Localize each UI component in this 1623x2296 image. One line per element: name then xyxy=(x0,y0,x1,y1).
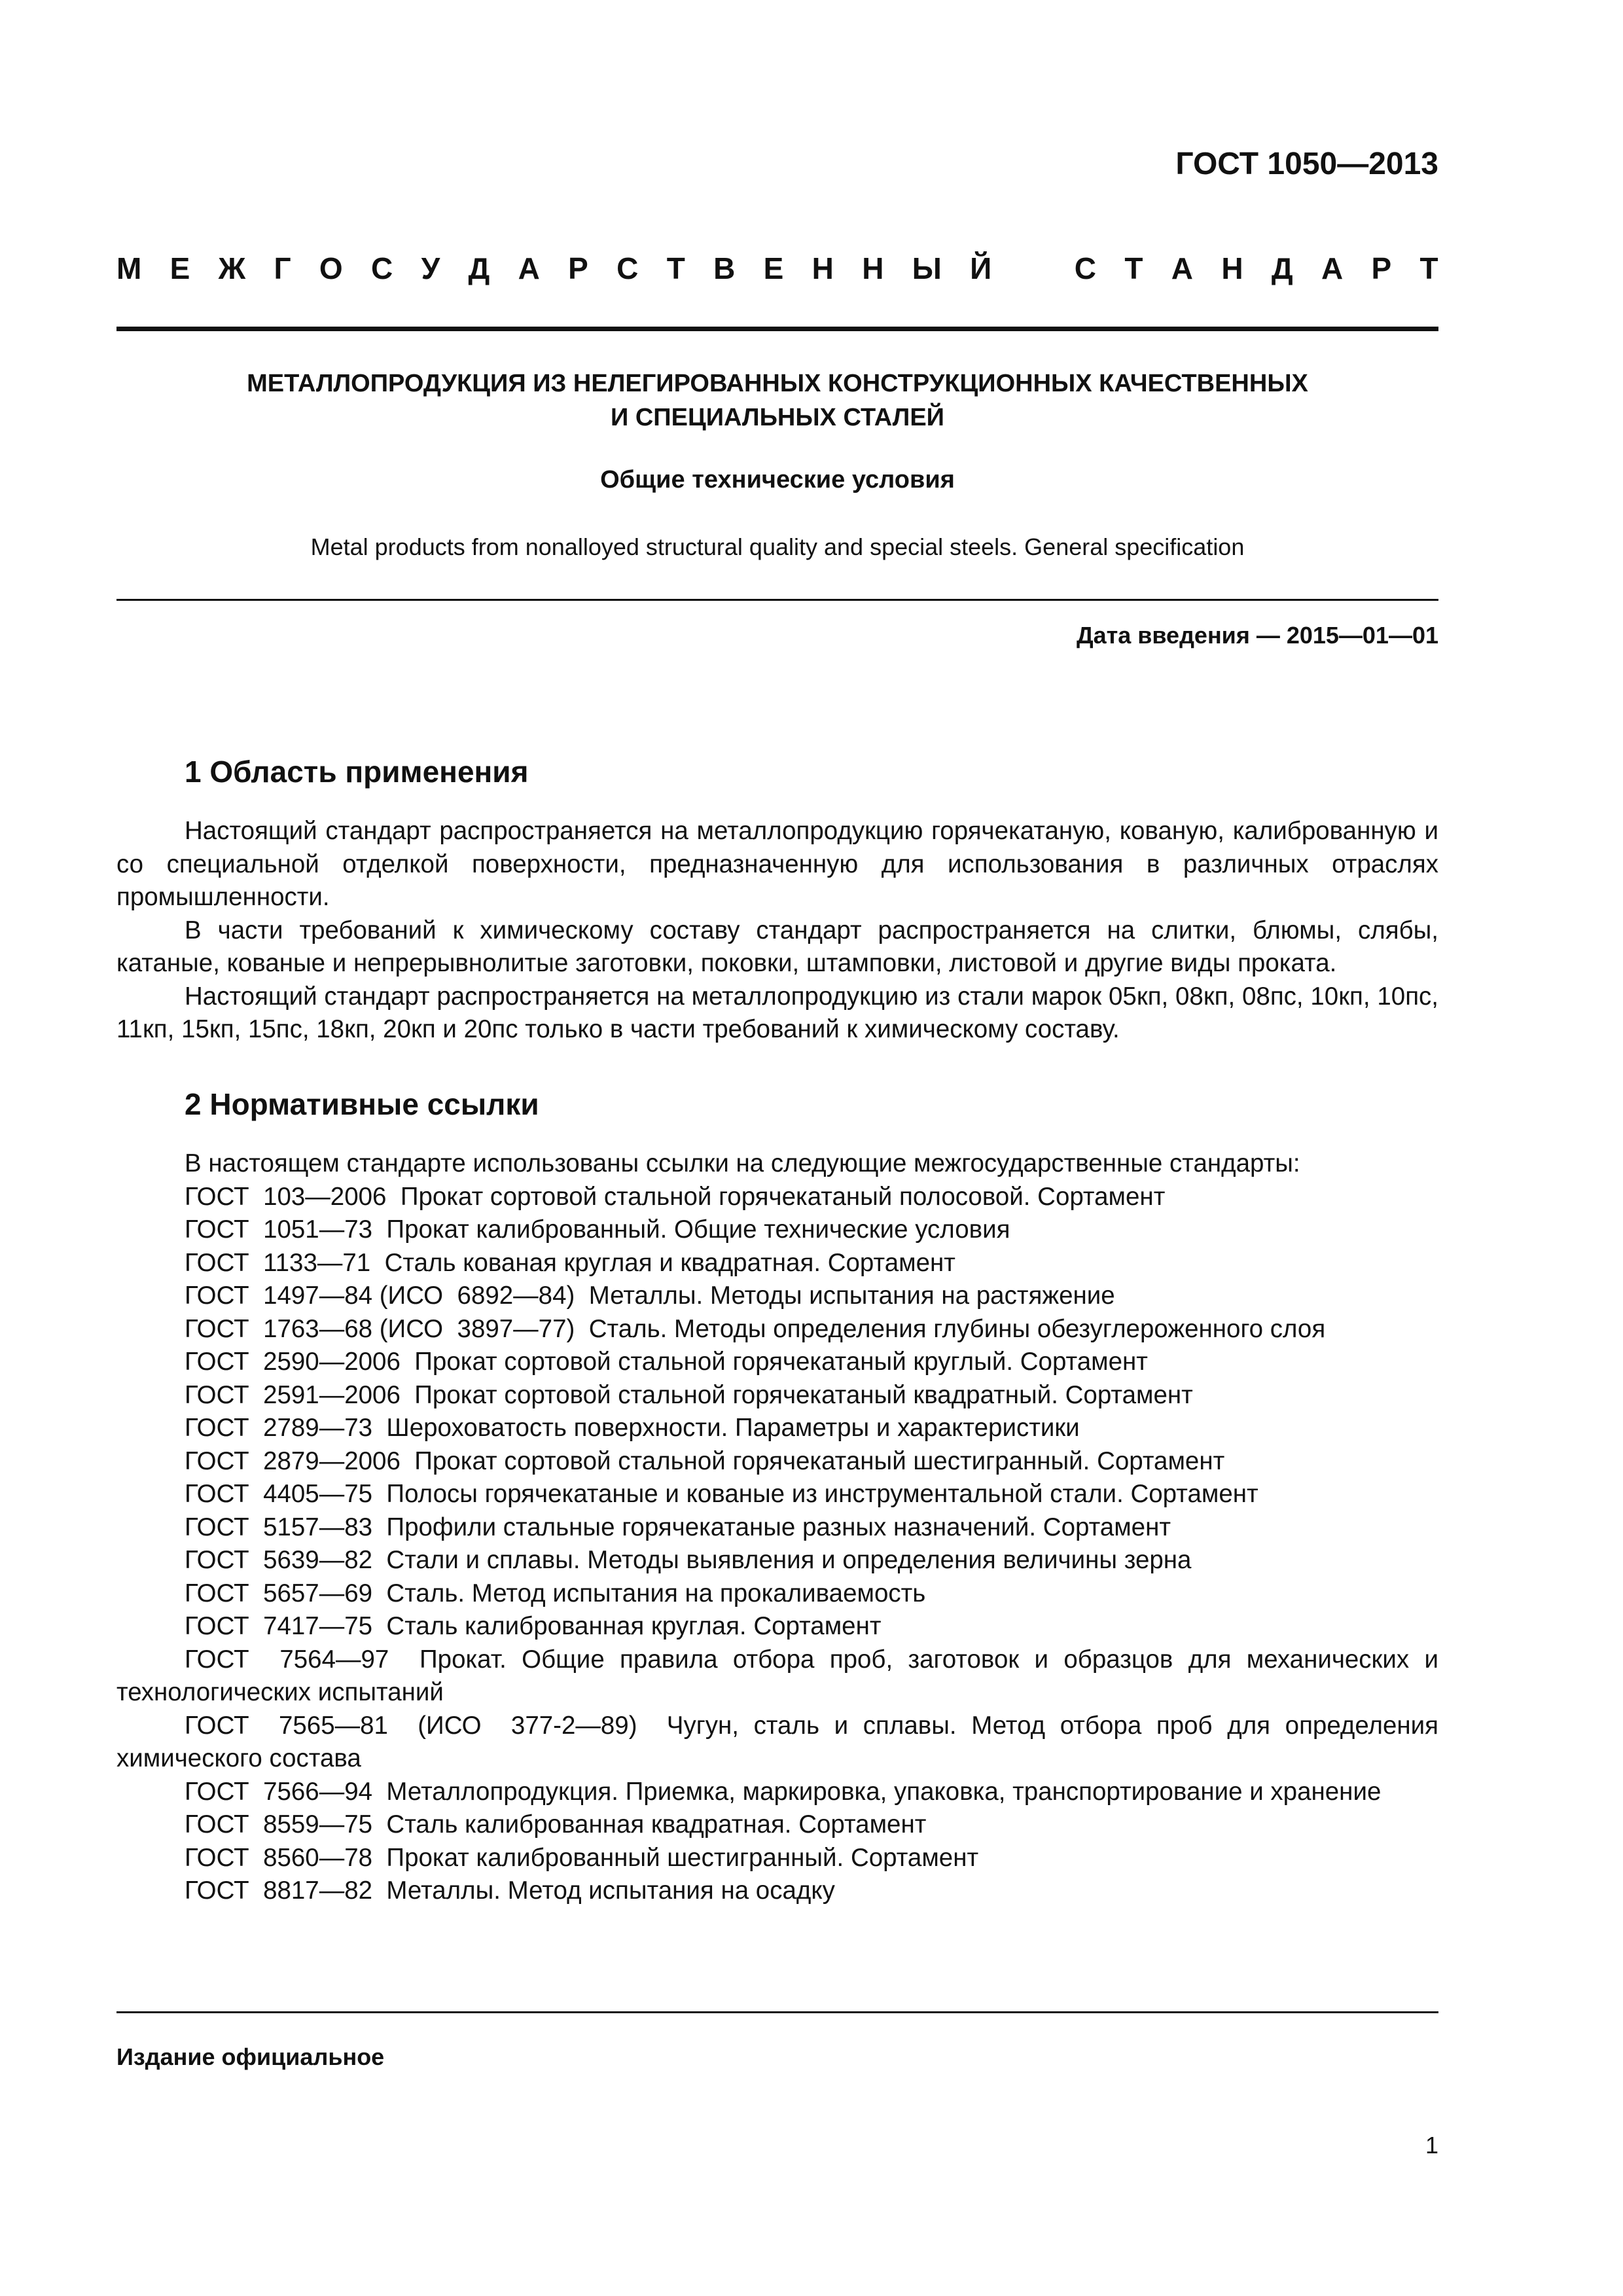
banner-letter: А xyxy=(518,251,540,285)
banner-letter: Н xyxy=(812,251,834,285)
reference-item: ГОСТ 7417—75 Сталь калиброванная круглая. Сортамент xyxy=(185,1612,882,1640)
banner-letter: С xyxy=(1074,251,1097,285)
banner-letter: Д xyxy=(468,251,490,285)
title-divider xyxy=(116,599,1438,601)
section-1-body xyxy=(116,815,1438,1047)
reference-item: ГОСТ 7565—81 (ИСО 377-2—89) Чугун, сталь и сплавы. Метод отбора проб для определения химического состава xyxy=(116,1711,1446,1772)
section-2-body xyxy=(116,1147,1446,1908)
reference-item: ГОСТ 5639—82 Стали и сплавы. Методы выявления и определения величины зерна xyxy=(185,1546,1192,1574)
footer-divider xyxy=(116,2011,1438,2013)
banner-letter: Е xyxy=(763,251,784,285)
reference-item: ГОСТ 2591—2006 Прокат сортовой стальной горячекатаный квадратный. Сортамент xyxy=(185,1380,1193,1409)
banner-letter: Ы xyxy=(912,251,942,285)
page-number: 1 xyxy=(1425,2132,1438,2159)
reference-item: ГОСТ 4405—75 Полосы горячекатаные и кованые из инструментальной стали. Сортамент xyxy=(185,1480,1258,1508)
header-divider-thick xyxy=(116,327,1438,331)
reference-item: ГОСТ 8560—78 Прокат калиброванный шестигранный. Сортамент xyxy=(185,1843,979,1872)
reference-item: ГОСТ 5157—83 Профили стальные горячекатаные разных назначений. Сортамент xyxy=(185,1513,1171,1541)
banner-letter: Г xyxy=(274,251,291,285)
banner-letter: У xyxy=(421,251,440,285)
title-line-1: МЕТАЛЛОПРОДУКЦИЯ ИЗ НЕЛЕГИРОВАННЫХ КОНСТРУКЦИОННЫХ КАЧЕСТВЕННЫХ xyxy=(247,370,1308,397)
introduction-date: Дата введения — 2015—01—01 xyxy=(1076,622,1438,649)
section-1-paragraph: В части требований к химическому составу стандарт распространяется на слитки, блюмы, слябы, катаные, кованые и непрерывнолитые заготовки, поковки, штамповки, листовой и другие виды проката. xyxy=(116,916,1438,977)
banner-letter: С xyxy=(616,251,639,285)
reference-item: ГОСТ 2879—2006 Прокат сортовой стальной горячекатаный шестигранный. Сортамент xyxy=(185,1446,1225,1475)
banner-letter: Ж xyxy=(218,251,246,285)
reference-item: ГОСТ 1763—68 (ИСО 3897—77) Сталь. Методы определения глубины обезуглероженного слоя xyxy=(185,1314,1326,1343)
reference-item: ГОСТ 5657—69 Сталь. Метод испытания на прокаливаемость xyxy=(185,1579,926,1607)
title-line-2: И СПЕЦИАЛЬНЫХ СТАЛЕЙ xyxy=(610,404,944,431)
banner-letter: Н xyxy=(1221,251,1243,285)
interstate-standard-banner xyxy=(116,249,1438,288)
banner-letter: Н xyxy=(862,251,884,285)
reference-item: ГОСТ 1497—84 (ИСО 6892—84) Металлы. Методы испытания на растяжение xyxy=(185,1282,1115,1310)
reference-item: ГОСТ 2590—2006 Прокат сортовой стальной горячекатаный круглый. Сортамент xyxy=(185,1348,1148,1376)
banner-letter: С xyxy=(371,251,393,285)
banner-letter: В xyxy=(713,251,736,285)
banner-letter: Т xyxy=(1124,251,1143,285)
document-title xyxy=(116,367,1438,435)
banner-letter: Р xyxy=(568,251,588,285)
official-edition-label: Издание официальное xyxy=(116,2043,385,2070)
section-1-paragraph: Настоящий стандарт распространяется на металлопродукцию горячекатаную, кованую, калиброванную и со специальной отделкой поверхности, предназначенную для использования в различных отраслях промышленности. xyxy=(116,817,1438,911)
reference-item: ГОСТ 7564—97 Прокат. Общие правила отбора проб, заготовок и образцов для механических и технологических испытаний xyxy=(116,1645,1446,1706)
banner-letter: Р xyxy=(1371,251,1392,285)
banner-letter: Й xyxy=(970,251,992,285)
reference-item: ГОСТ 7566—94 Металлопродукция. Приемка, маркировка, упаковка, транспортирование и хранение xyxy=(185,1777,1382,1806)
section-2-heading: 2 Нормативные ссылки xyxy=(185,1087,539,1121)
banner-letter: А xyxy=(1321,251,1344,285)
banner-letter: О xyxy=(319,251,343,285)
banner-letter: Е xyxy=(169,251,190,285)
document-subtitle: Общие технические условия xyxy=(600,466,955,493)
reference-item: ГОСТ 1133—71 Сталь кованая круглая и квадратная. Сортамент xyxy=(185,1248,955,1277)
reference-item: ГОСТ 1051—73 Прокат калиброванный. Общие технические условия xyxy=(185,1215,1010,1244)
reference-item: ГОСТ 8559—75 Сталь калиброванная квадратная. Сортамент xyxy=(185,1810,927,1839)
banner-letter: М xyxy=(116,251,142,285)
banner-letter: Т xyxy=(666,251,685,285)
document-number: ГОСТ 1050—2013 xyxy=(1175,147,1438,181)
reference-item: ГОСТ 8817—82 Металлы. Метод испытания на осадку xyxy=(185,1876,835,1905)
banner-letter: Д xyxy=(1271,251,1293,285)
reference-item: ГОСТ 2789—73 Шероховатость поверхности. Параметры и характеристики xyxy=(185,1414,1080,1442)
references-intro: В настоящем стандарте использованы ссылки на следующие межгосударственные стандарты: xyxy=(185,1149,1300,1177)
banner-letter: Т xyxy=(1419,251,1438,285)
reference-item: ГОСТ 103—2006 Прокат сортовой стальной горячекатаный полосовой. Сортамент xyxy=(185,1182,1166,1211)
english-title: Metal products from nonalloyed structural quality and special steels. General specification xyxy=(310,533,1245,560)
banner-letter: А xyxy=(1171,251,1193,285)
section-1-paragraph: Настоящий стандарт распространяется на металлопродукцию из стали марок 05кп, 08кп, 08пс, 10кп, 10пс, 11кп, 15кп, 15пс, 18кп, 20кп и 20пс только в части требований к химическому составу. xyxy=(116,982,1438,1043)
section-1-heading: 1 Область применения xyxy=(185,755,529,789)
